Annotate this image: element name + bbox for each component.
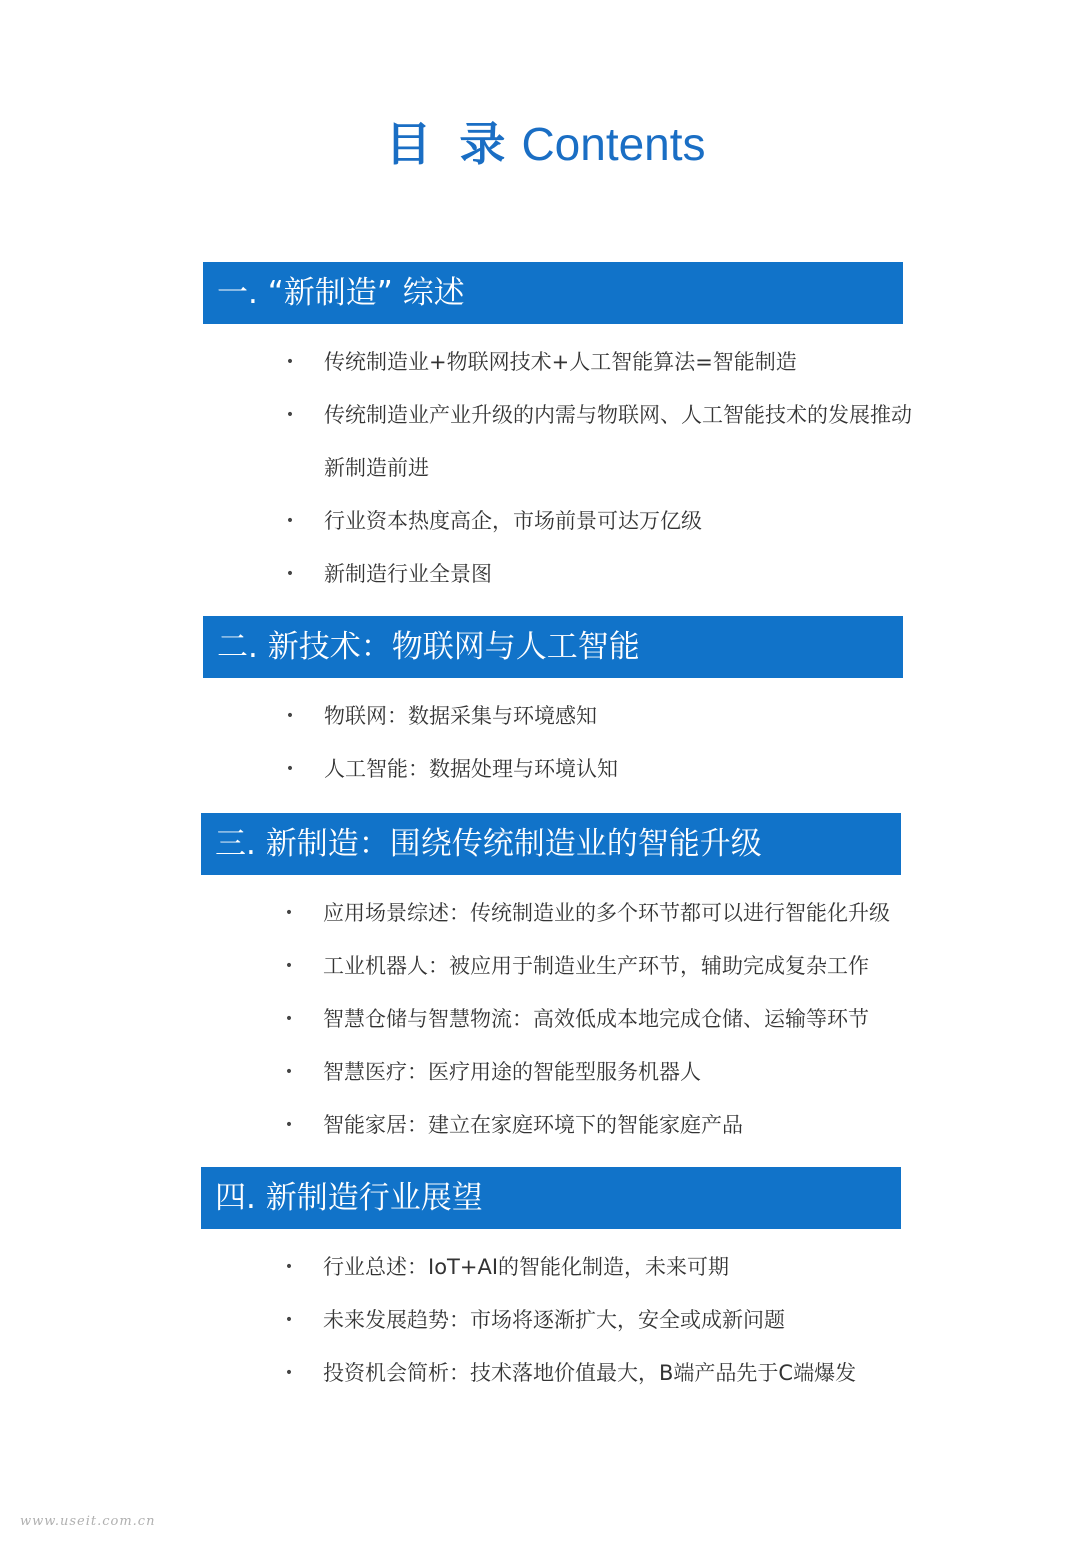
bullet-icon: • [284, 958, 294, 974]
list-item-text: 行业总述：IoT+AI的智能化制造，未来可期 [323, 1255, 730, 1279]
bullet-icon: • [285, 566, 295, 582]
bullet-icon: • [284, 1259, 294, 1275]
bullet-icon: • [284, 1117, 294, 1133]
section-heading-2: 二. 新技术：物联网与人工智能 [203, 616, 903, 678]
list-item-text: 人工智能：数据处理与环境认知 [324, 757, 618, 781]
bullet-icon: • [284, 905, 294, 921]
list-item-text: 智慧仓储与智慧物流：高效低成本地完成仓储、运输等环节 [323, 1007, 869, 1031]
list-item-text: 传统制造业产业升级的内需与物联网、人工智能技术的发展推动 [324, 403, 912, 427]
list-item-text: 智慧医疗：医疗用途的智能型服务机器人 [323, 1060, 701, 1084]
bullet-icon: • [285, 761, 295, 777]
bullet-icon: • [284, 1064, 294, 1080]
page-title [0, 112, 1091, 176]
bullet-icon: • [285, 708, 295, 724]
section-heading-4: 四. 新制造行业展望 [201, 1167, 901, 1229]
list-item-text: 行业资本热度高企，市场前景可达万亿级 [324, 509, 702, 533]
list-item-text: 未来发展趋势：市场将逐渐扩大，安全或成新问题 [323, 1308, 785, 1332]
bullet-icon: • [284, 1312, 294, 1328]
bullet-icon: • [285, 407, 295, 423]
list-item-text: 传统制造业+物联网技术+人工智能算法=智能制造 [324, 350, 797, 374]
page-title-en: Contents [521, 118, 706, 170]
page-title-cn: 目 录 [385, 117, 512, 171]
bullet-icon: • [284, 1365, 294, 1381]
list-item-text: 智能家居：建立在家庭环境下的智能家庭产品 [323, 1113, 743, 1137]
list-item-text: 物联网：数据采集与环境感知 [324, 704, 597, 728]
list-item-text: 新制造行业全景图 [324, 562, 492, 586]
watermark: www.useit.com.cn [20, 1514, 156, 1529]
bullet-icon: • [284, 1011, 294, 1027]
list-item-text: 工业机器人：被应用于制造业生产环节，辅助完成复杂工作 [323, 954, 869, 978]
list-item-text: 投资机会简析：技术落地价值最大，B端产品先于C端爆发 [323, 1361, 857, 1385]
list-item-text: 应用场景综述：传统制造业的多个环节都可以进行智能化升级 [323, 901, 890, 925]
list-item-continuation: 新制造前进 [324, 456, 429, 480]
bullet-icon: • [285, 354, 295, 370]
bullet-icon: • [285, 513, 295, 529]
section-heading-1: 一. “新制造” 综述 [203, 262, 903, 324]
section-heading-3: 三. 新制造：围绕传统制造业的智能升级 [201, 813, 901, 875]
